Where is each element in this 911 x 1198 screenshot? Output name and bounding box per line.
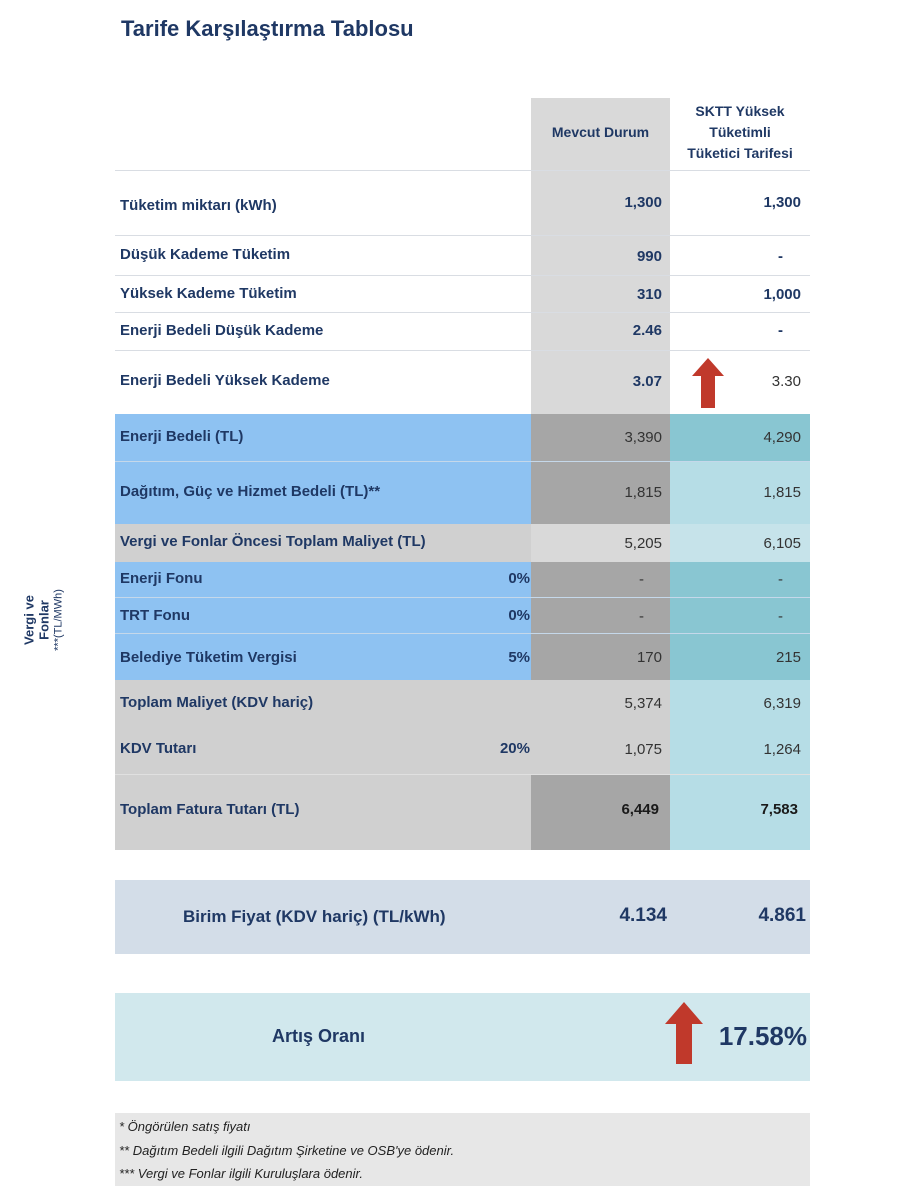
row-pct: 20% (499, 740, 530, 757)
side-label-line1: Vergi ve (21, 595, 37, 645)
row-label: Enerji Fonu (120, 570, 203, 587)
row-pct: 5% (508, 649, 530, 666)
row-skt: 1,264 (763, 741, 801, 758)
header-skt-line2: Tüketimli (709, 124, 771, 140)
row-skt: 6,319 (763, 695, 801, 712)
row-current: 3.07 (632, 373, 662, 390)
row-current: 1,300 (624, 194, 662, 211)
unit-price-label: Birim Fiyat (KDV hariç) (TL/kWh) (183, 907, 446, 926)
side-label-line2: Fonlar (36, 600, 52, 640)
row-label: Toplam Maliyet (KDV hariç) (120, 694, 314, 711)
row-current: 310 (636, 286, 662, 303)
row-skt: - (778, 248, 783, 265)
row-current: 990 (636, 248, 662, 265)
unit-price-skt: 4.861 (758, 905, 806, 926)
row-current: 3,390 (624, 429, 662, 446)
row-current: - (639, 608, 644, 625)
side-label-line3: ***(TL/MWh) (52, 589, 65, 651)
row-pct: 0% (508, 607, 530, 624)
row-label: Düşük Kademe Tüketim (120, 246, 291, 263)
row-label: TRT Fonu (120, 607, 190, 624)
row-current: 170 (636, 649, 662, 666)
row-skt: - (778, 608, 783, 625)
row-label: KDV Tutarı (120, 740, 197, 757)
row-label: Enerji Bedeli Düşük Kademe (120, 322, 324, 339)
row-label: Tüketim miktarı (kWh) (120, 197, 277, 214)
row-skt: 3.30 (771, 373, 801, 390)
footnote: ** Dağıtım Bedeli ilgili Dağıtım Şirketine ve OSB'ye ödenir. (119, 1143, 455, 1158)
footnote: * Öngörülen satış fiyatı (119, 1119, 251, 1134)
unit-price-current: 4.134 (619, 905, 667, 926)
row-label: Dağıtım, Güç ve Hizmet Bedeli (TL)** (120, 483, 381, 500)
row-skt: 7,583 (760, 801, 798, 818)
header-skt-line3: Tüketici Tarifesi (687, 145, 793, 161)
row-skt: 6,105 (763, 535, 801, 552)
arrow-up-icon (692, 358, 724, 408)
arrow-up-icon (665, 1002, 703, 1064)
row-current: 2.46 (632, 322, 662, 339)
header-skt (670, 101, 810, 164)
row-current: 6,449 (621, 801, 659, 818)
row-label: Vergi ve Fonlar Öncesi Toplam Maliyet (TL) (120, 533, 426, 550)
row-pct: 0% (508, 570, 530, 587)
row-label: Enerji Bedeli (TL) (120, 428, 244, 445)
header-skt-line1: SKTT Yüksek (695, 103, 785, 119)
row-skt: 1,000 (763, 286, 801, 303)
page-title: Tarife Karşılaştırma Tablosu (121, 16, 414, 41)
row-skt: 1,815 (763, 484, 801, 501)
row-current: 1,075 (624, 741, 662, 758)
row-label: Toplam Fatura Tutarı (TL) (120, 801, 300, 818)
header-current: Mevcut Durum (551, 124, 650, 140)
row-skt: 215 (775, 649, 801, 666)
side-label (22, 589, 67, 651)
row-current: 5,205 (624, 535, 662, 552)
row-current: - (639, 571, 644, 588)
increase-value: 17.58% (718, 1021, 807, 1051)
row-skt: - (778, 322, 783, 339)
footnote: *** Vergi ve Fonlar ilgili Kuruluşlara ödenir. (119, 1166, 363, 1181)
row-skt: - (778, 571, 783, 588)
increase-label: Artış Oranı (272, 1026, 366, 1046)
row-current: 5,374 (624, 695, 662, 712)
row-skt: 4,290 (763, 429, 801, 446)
row-current: 1,815 (624, 484, 662, 501)
row-skt: 1,300 (763, 194, 801, 211)
row-label: Belediye Tüketim Vergisi (120, 649, 297, 666)
row-label: Enerji Bedeli Yüksek Kademe (120, 372, 330, 389)
row-label: Yüksek Kademe Tüketim (120, 285, 297, 302)
